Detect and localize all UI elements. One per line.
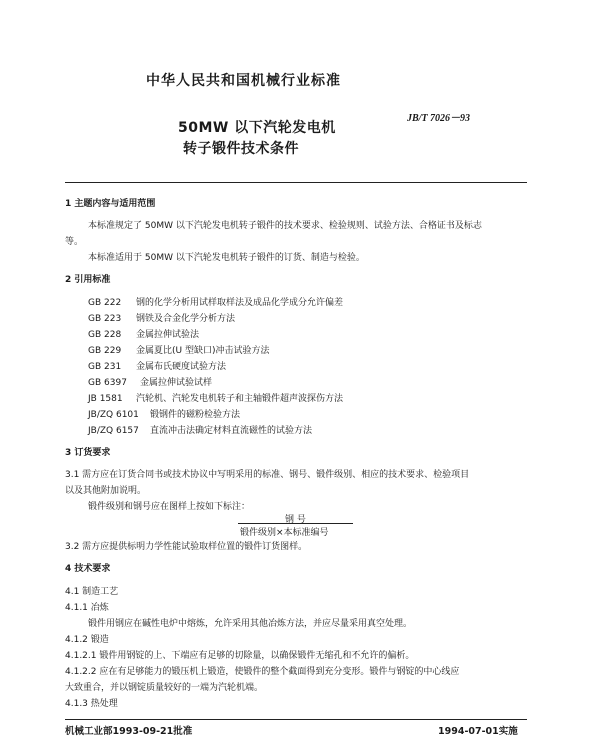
section-4-1-2-2-line2: 大致重合，并以钢锭质量较好的一端为汽轮机端。	[65, 683, 264, 693]
section-3-1-line1: 3.1 需方应在订货合同书或技术协议中写明采用的标准、钢号、锻件级别、相应的技术要求、检验项目	[65, 470, 470, 480]
reference-title: 金属拉伸试验法	[136, 330, 200, 340]
reference-code: GB 231	[88, 362, 122, 372]
section-1-paragraph-1-cont: 等。	[65, 237, 84, 247]
section-3-heading: 3 订货要求	[65, 448, 111, 458]
section-4-1-3: 4.1.3 热处理	[65, 699, 118, 709]
reference-item	[88, 378, 212, 389]
reference-title: 汽轮机、汽轮发电机转子和主轴锻件超声波探伤方法	[136, 394, 344, 404]
reference-code: GB 6397	[88, 378, 127, 388]
reference-item	[88, 394, 343, 405]
section-2-heading: 2 引用标准	[65, 275, 111, 285]
reference-title: 金属布氏硬度试验方法	[136, 362, 227, 372]
formula-denominator: 锻件级别×本标准编号	[240, 528, 329, 538]
footer-divider	[65, 719, 527, 720]
reference-title: 锻钢件的磁粉检验方法	[150, 410, 241, 420]
reference-title: 直流冲击法确定材料直流磁性的试验方法	[150, 426, 313, 436]
reference-code: GB 229	[88, 346, 122, 356]
reference-code: GB 228	[88, 330, 122, 340]
reference-code: JB/ZQ 6157	[88, 426, 139, 436]
reference-code: JB 1581	[88, 394, 123, 404]
reference-title: 钢铁及合金化学分析方法	[136, 314, 236, 324]
header-divider	[65, 182, 527, 183]
standard-code: JB/T 7026－93	[407, 113, 471, 124]
section-4-1-2-1: 4.1.2.1 锻件用钢锭的上、下端应有足够的切除量，以确保锻件无缩孔和不允许的偏析。	[65, 651, 415, 661]
reference-code: GB 223	[88, 314, 122, 324]
reference-item	[88, 346, 269, 357]
reference-item	[88, 362, 226, 373]
reference-item	[88, 426, 312, 437]
reference-title: 钢的化学分析用试样取样法及成品化学成分允许偏差	[136, 298, 344, 308]
section-4-heading: 4 技术要求	[65, 564, 111, 574]
section-4-1-1-text: 锻件用钢应在碱性电炉中熔炼，允许采用其他冶炼方法，并应尽量采用真空处理。	[88, 619, 413, 629]
document-title-line1: 50MW 以下汽轮发电机	[178, 120, 336, 136]
section-3-1-line2: 以及其他附加说明。	[65, 486, 147, 496]
section-1-paragraph-2: 本标准适用于 50MW 以下汽轮发电机转子锻件的订货、制造与检验。	[88, 253, 365, 263]
reference-item	[88, 314, 235, 325]
reference-title: 金属拉伸试验试样	[140, 378, 213, 388]
section-4-1: 4.1 制造工艺	[65, 587, 119, 597]
section-4-1-2: 4.1.2 锻造	[65, 635, 109, 645]
approval-date: 机械工业部1993-09-21批准	[65, 726, 193, 737]
section-3-2: 3.2 需方应提供标明力学性能试验取样位置的锻件订货图样。	[65, 542, 308, 552]
formula-numerator: 钢 号	[285, 515, 306, 525]
reference-item	[88, 410, 240, 421]
reference-item	[88, 298, 343, 309]
reference-code: JB/ZQ 6101	[88, 410, 139, 420]
industry-standard-title: 中华人民共和国机械行业标准	[146, 73, 341, 89]
section-1-heading: 1 主题内容与适用范围	[65, 199, 156, 209]
section-3-1-line3: 锻件级别和钢号应在图样上按如下标注：	[88, 502, 251, 512]
section-4-1-1: 4.1.1 冶炼	[65, 603, 109, 613]
effective-date: 1994-07-01实施	[438, 726, 518, 737]
reference-code: GB 222	[88, 298, 122, 308]
formula-fraction-bar	[238, 523, 353, 524]
section-4-1-2-2-line1: 4.1.2.2 应在有足够能力的锻压机上锻造，使锻件的整个截面得到充分变形。锻件与钢锭的中心线应	[65, 667, 460, 677]
reference-item	[88, 330, 199, 341]
section-1-paragraph-1: 本标准规定了 50MW 以下汽轮发电机转子锻件的技术要求、检验规则、试验方法、合格证书及标志	[88, 221, 482, 231]
document-title-line2: 转子锻件技术条件	[183, 141, 299, 157]
reference-title: 金属夏比(U 型缺口)冲击试验方法	[136, 346, 270, 356]
